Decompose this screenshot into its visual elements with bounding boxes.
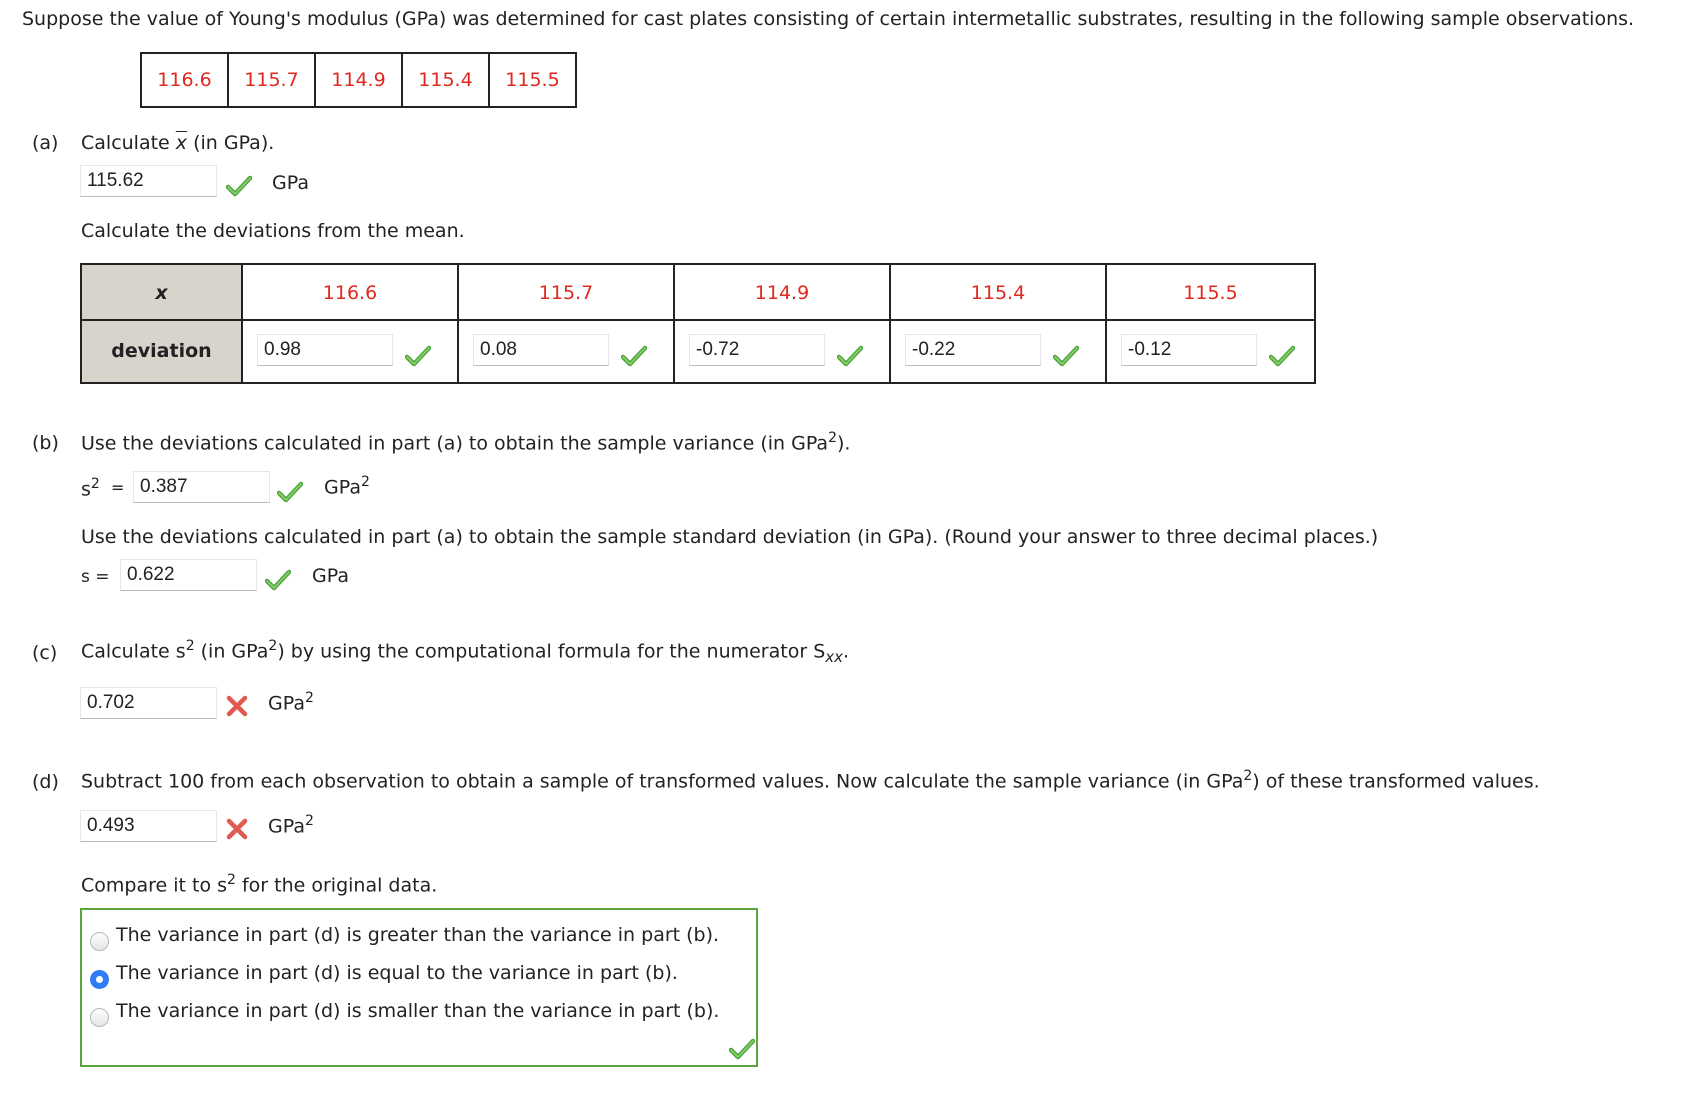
- deviation-input[interactable]: -0.72: [689, 334, 825, 366]
- part-c-answer-input[interactable]: 0.702: [80, 687, 217, 719]
- observation-cell: 115.5: [489, 53, 576, 107]
- option-radio-greater[interactable]: [90, 932, 109, 951]
- option-label-greater[interactable]: The variance in part (d) is greater than the variance in part (b).: [116, 924, 720, 946]
- deviations-table: [80, 263, 1316, 384]
- correct-check-icon: [405, 345, 431, 367]
- part-a-label: (a): [32, 132, 59, 154]
- incorrect-x-icon: [226, 695, 248, 717]
- deviation-row-header: deviation: [82, 321, 243, 382]
- part-d-answer-input[interactable]: 0.493: [80, 810, 217, 842]
- observation-cell: 115.7: [228, 53, 315, 107]
- option-radio-equal[interactable]: [90, 970, 109, 989]
- part-a-prompt: Calculate $\overline{x}$ (in GPa).: [81, 132, 275, 154]
- part-c-unit: GPa$^2$: [268, 690, 314, 715]
- deviation-cell: [891, 321, 1107, 382]
- correct-check-icon: [265, 569, 291, 591]
- s-label: s =: [81, 567, 110, 587]
- option-label-equal[interactable]: The variance in part (d) is equal to the variance in part (b).: [116, 962, 678, 984]
- option-label-smaller[interactable]: The variance in part (d) is smaller than the variance in part (b).: [116, 1000, 720, 1022]
- observation-cell: 115.4: [402, 53, 489, 107]
- deviation-cell: [675, 321, 891, 382]
- variance-answer-input[interactable]: 0.387: [133, 471, 270, 503]
- variance-unit: GPa$^2$: [324, 474, 370, 499]
- x-value-cell: 115.5: [1107, 265, 1314, 321]
- observation-cell: 116.6: [141, 53, 228, 107]
- deviation-input[interactable]: -0.12: [1121, 334, 1257, 366]
- part-d-unit: GPa$^2$: [268, 813, 314, 838]
- x-value-cell: 115.4: [891, 265, 1107, 321]
- x-row-header: x: [82, 265, 243, 321]
- equals-sign: =: [111, 478, 125, 497]
- deviation-cell: [459, 321, 675, 382]
- sd-prompt: Use the deviations calculated in part (a) to obtain the sample standard deviation (in GPa). (Round your answer to three decimal places.): [81, 526, 1379, 548]
- part-d-label: (d): [32, 771, 59, 793]
- deviation-cell: [243, 321, 459, 382]
- x-value-cell: 114.9: [675, 265, 891, 321]
- s2-label: $s^2$: [81, 476, 100, 501]
- part-d-prompt: Subtract 100 from each observation to obtain a sample of transformed values. Now calculate the sample variance (in GPa$^2$) of these transformed values.: [81, 768, 1540, 793]
- correct-check-icon: [729, 1038, 755, 1060]
- deviation-input[interactable]: 0.98: [257, 334, 393, 366]
- x-value-cell: 115.7: [459, 265, 675, 321]
- sd-answer-input[interactable]: 0.622: [120, 559, 257, 591]
- observation-cell: 114.9: [315, 53, 402, 107]
- sd-unit: GPa: [312, 565, 349, 587]
- part-b-label: (b): [32, 432, 59, 454]
- observations-table: [140, 52, 577, 108]
- x-bar-symbol: $\overline{x}$: [175, 132, 188, 154]
- intro-text: Suppose the value of Young's modulus (GPa) was determined for cast plates consisting of certain intermetallic substrates, resulting in the following sample observations.: [22, 8, 1635, 30]
- mean-answer-input[interactable]: 115.62: [80, 165, 217, 197]
- mean-unit: GPa: [272, 172, 309, 194]
- correct-check-icon: [1269, 345, 1295, 367]
- compare-prompt: Compare it to $s^2$ for the original data.: [81, 872, 438, 897]
- correct-check-icon: [226, 175, 252, 197]
- deviation-input[interactable]: -0.22: [905, 334, 1041, 366]
- part-c-label: (c): [32, 642, 58, 664]
- deviation-input[interactable]: 0.08: [473, 334, 609, 366]
- correct-check-icon: [837, 345, 863, 367]
- correct-check-icon: [1053, 345, 1079, 367]
- incorrect-x-icon: [226, 818, 248, 840]
- part-c-prompt: Calculate $s^2$ (in GPa$^2$) by using the computational formula for the numerator $S_{xx}$.: [81, 638, 850, 667]
- part-b-prompt: Use the deviations calculated in part (a) to obtain the sample variance (in GPa$^2$).: [81, 430, 851, 455]
- deviations-prompt: Calculate the deviations from the mean.: [81, 220, 465, 242]
- correct-check-icon: [277, 481, 303, 503]
- option-radio-smaller[interactable]: [90, 1008, 109, 1027]
- correct-check-icon: [621, 345, 647, 367]
- deviation-cell: [1107, 321, 1314, 382]
- compare-options-box: [80, 908, 758, 1067]
- x-value-cell: 116.6: [243, 265, 459, 321]
